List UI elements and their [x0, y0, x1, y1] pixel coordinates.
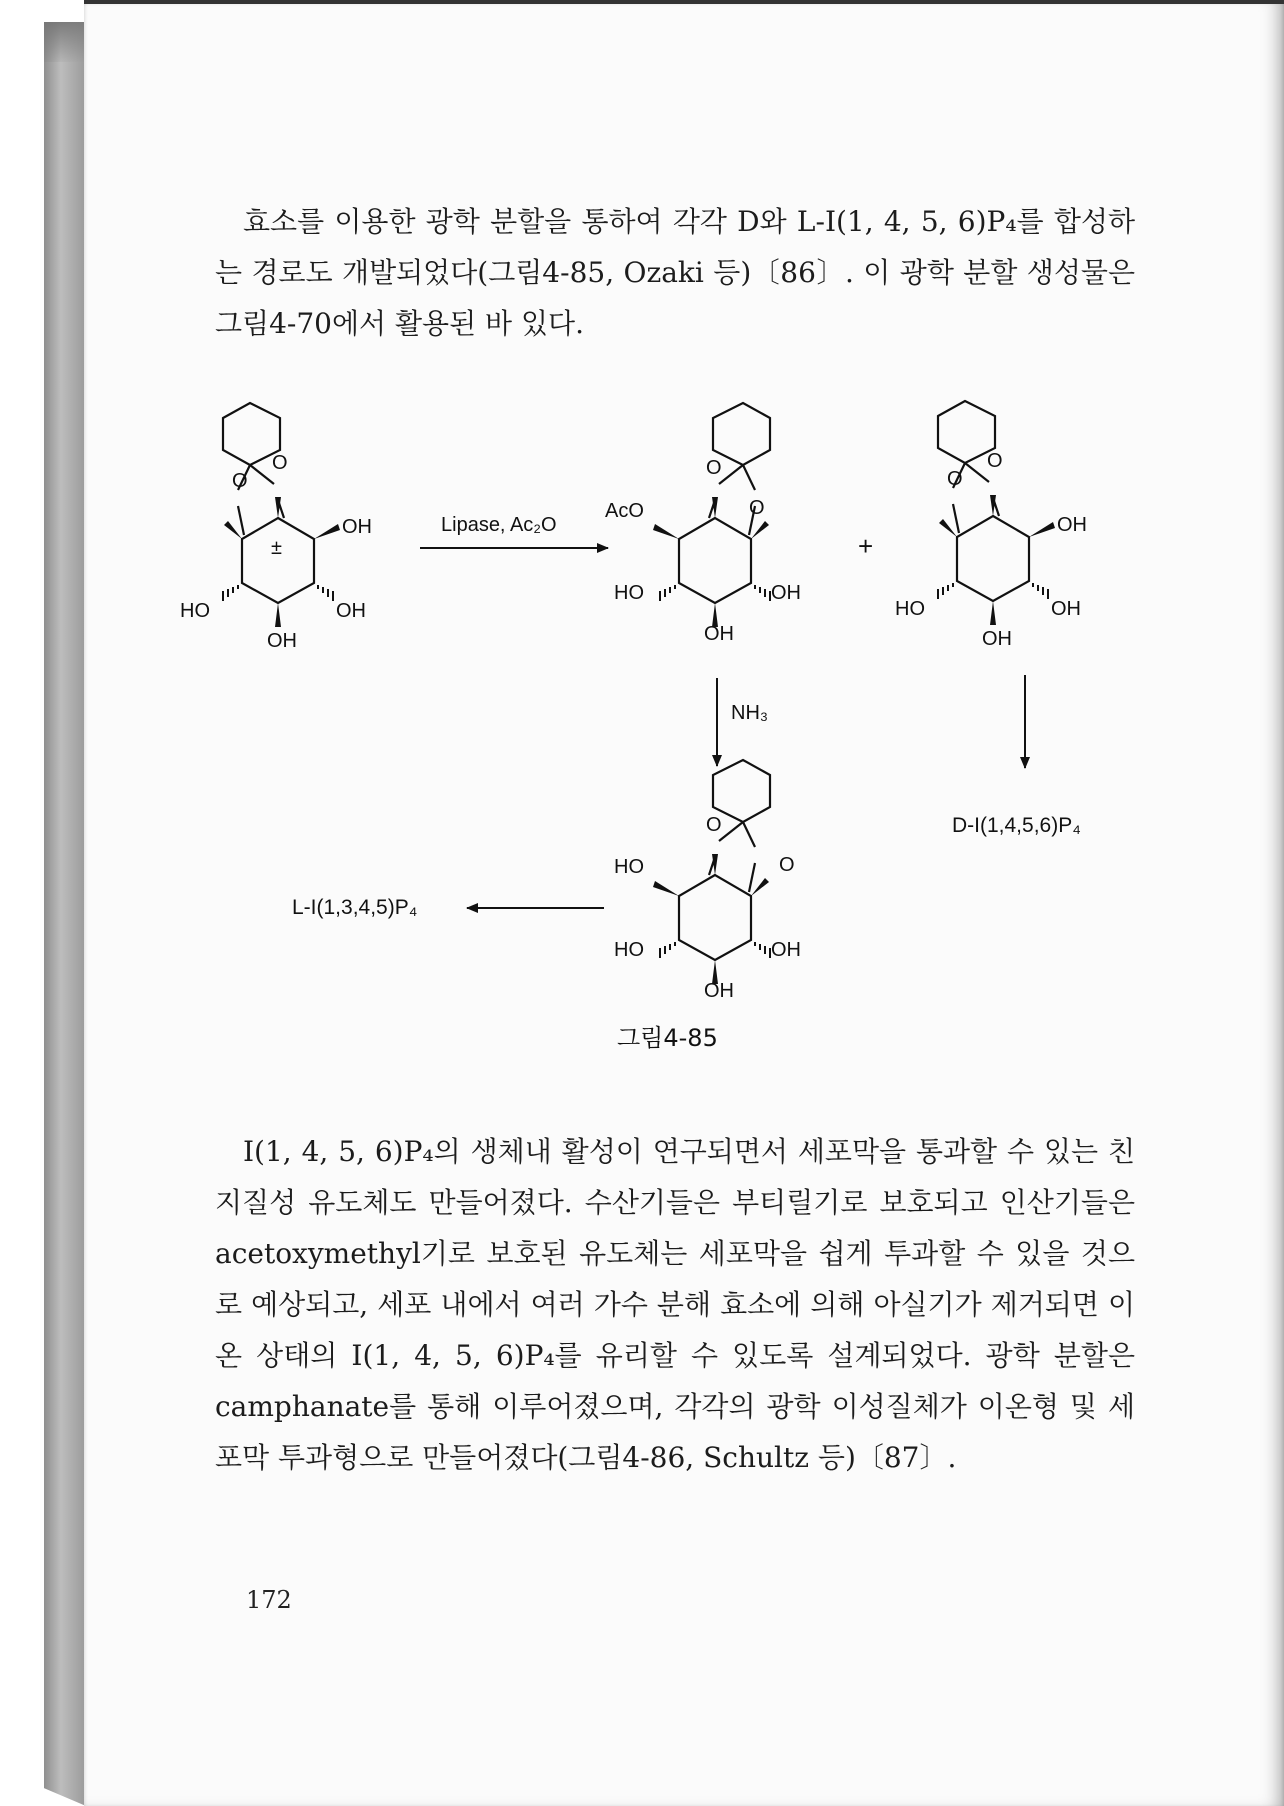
oh-label: OH [1051, 598, 1081, 620]
ho-label: HO [895, 598, 925, 620]
acetal-oxygen-left: O [232, 470, 248, 492]
reagent-lipase-label: Lipase, Ac₂O [441, 514, 557, 536]
body-paragraph [215, 1126, 1135, 1483]
oh-label: OH [336, 600, 366, 622]
intro-paragraph-text: 효소를 이용한 광학 분할을 통하여 각각 D와 L-I(1, 4, 5, 6)P₄를 합성하는 경로도 개발되었다(그림4-85, Ozaki 등)〔86〕. 이 광학 분할 생성물은 그림4-70에서 활용된 바 있다. [215, 205, 1135, 340]
oh-label: OH [982, 628, 1012, 650]
oh-label: OH [771, 939, 801, 961]
acetal-oxygen-right: O [779, 854, 795, 876]
product-l-label: L-I(1,3,4,5)P₄ [292, 896, 418, 919]
acetal-oxygen-top: O [272, 452, 288, 474]
acetal-oxygen-left: O [947, 468, 963, 490]
page-number: 172 [246, 1586, 292, 1614]
ho-label: HO [614, 582, 644, 604]
deprotected-enantiomer [653, 760, 770, 984]
ho-label: HO [614, 939, 644, 961]
acetoxy-label: AcO [605, 500, 644, 522]
plus-sign: + [858, 531, 874, 561]
acetal-oxygen-top: O [987, 450, 1003, 472]
acetal-oxygen-top: O [706, 814, 722, 836]
oh-label: OH [1057, 514, 1087, 536]
figure-caption: 그림4-85 [617, 1024, 718, 1052]
racemic-starting-material [180, 403, 372, 652]
reagent-nh3-label: NH₃ [731, 702, 769, 724]
product-d-label: D-I(1,4,5,6)P₄ [952, 814, 1081, 837]
oh-label: OH [267, 630, 297, 652]
acetal-oxygen-right: O [749, 497, 765, 519]
oh-label: OH [704, 980, 734, 1002]
unreacted-enantiomer [895, 401, 1087, 650]
ho-label: HO [614, 856, 644, 878]
oh-label: OH [704, 623, 734, 645]
body-paragraph-text: I(1, 4, 5, 6)P₄의 생체내 활성이 연구되면서 세포막을 통과할 수 있는 친지질성 유도체도 만들어졌다. 수산기들은 부티릴기로 보호되고 인산기들은 acetoxymethyl기로 보호된 유도체는 세포막을 쉽게 투과할 수 있을 것으로 예상되고, 세포 내에서 여러 가수 분해 효소에 의해 아실기가 제거되면 이온 상태의 I(1, 4, 5, 6)P₄를 유리할 수 있도록 설계되었다. 광학 분할은 camphanate를 통해 이루어졌으며, 각각의 광학 이성질체가 이온형 및 세포막 투과형으로 만들어졌다(그림4-86, Schultz 등)〔87〕. [215, 1135, 1135, 1474]
oh-label: OH [771, 582, 801, 604]
oh-label: OH [342, 516, 372, 538]
racemic-mark: ± [271, 537, 282, 559]
acetal-oxygen-top: O [706, 457, 722, 479]
ho-label: HO [180, 600, 210, 622]
